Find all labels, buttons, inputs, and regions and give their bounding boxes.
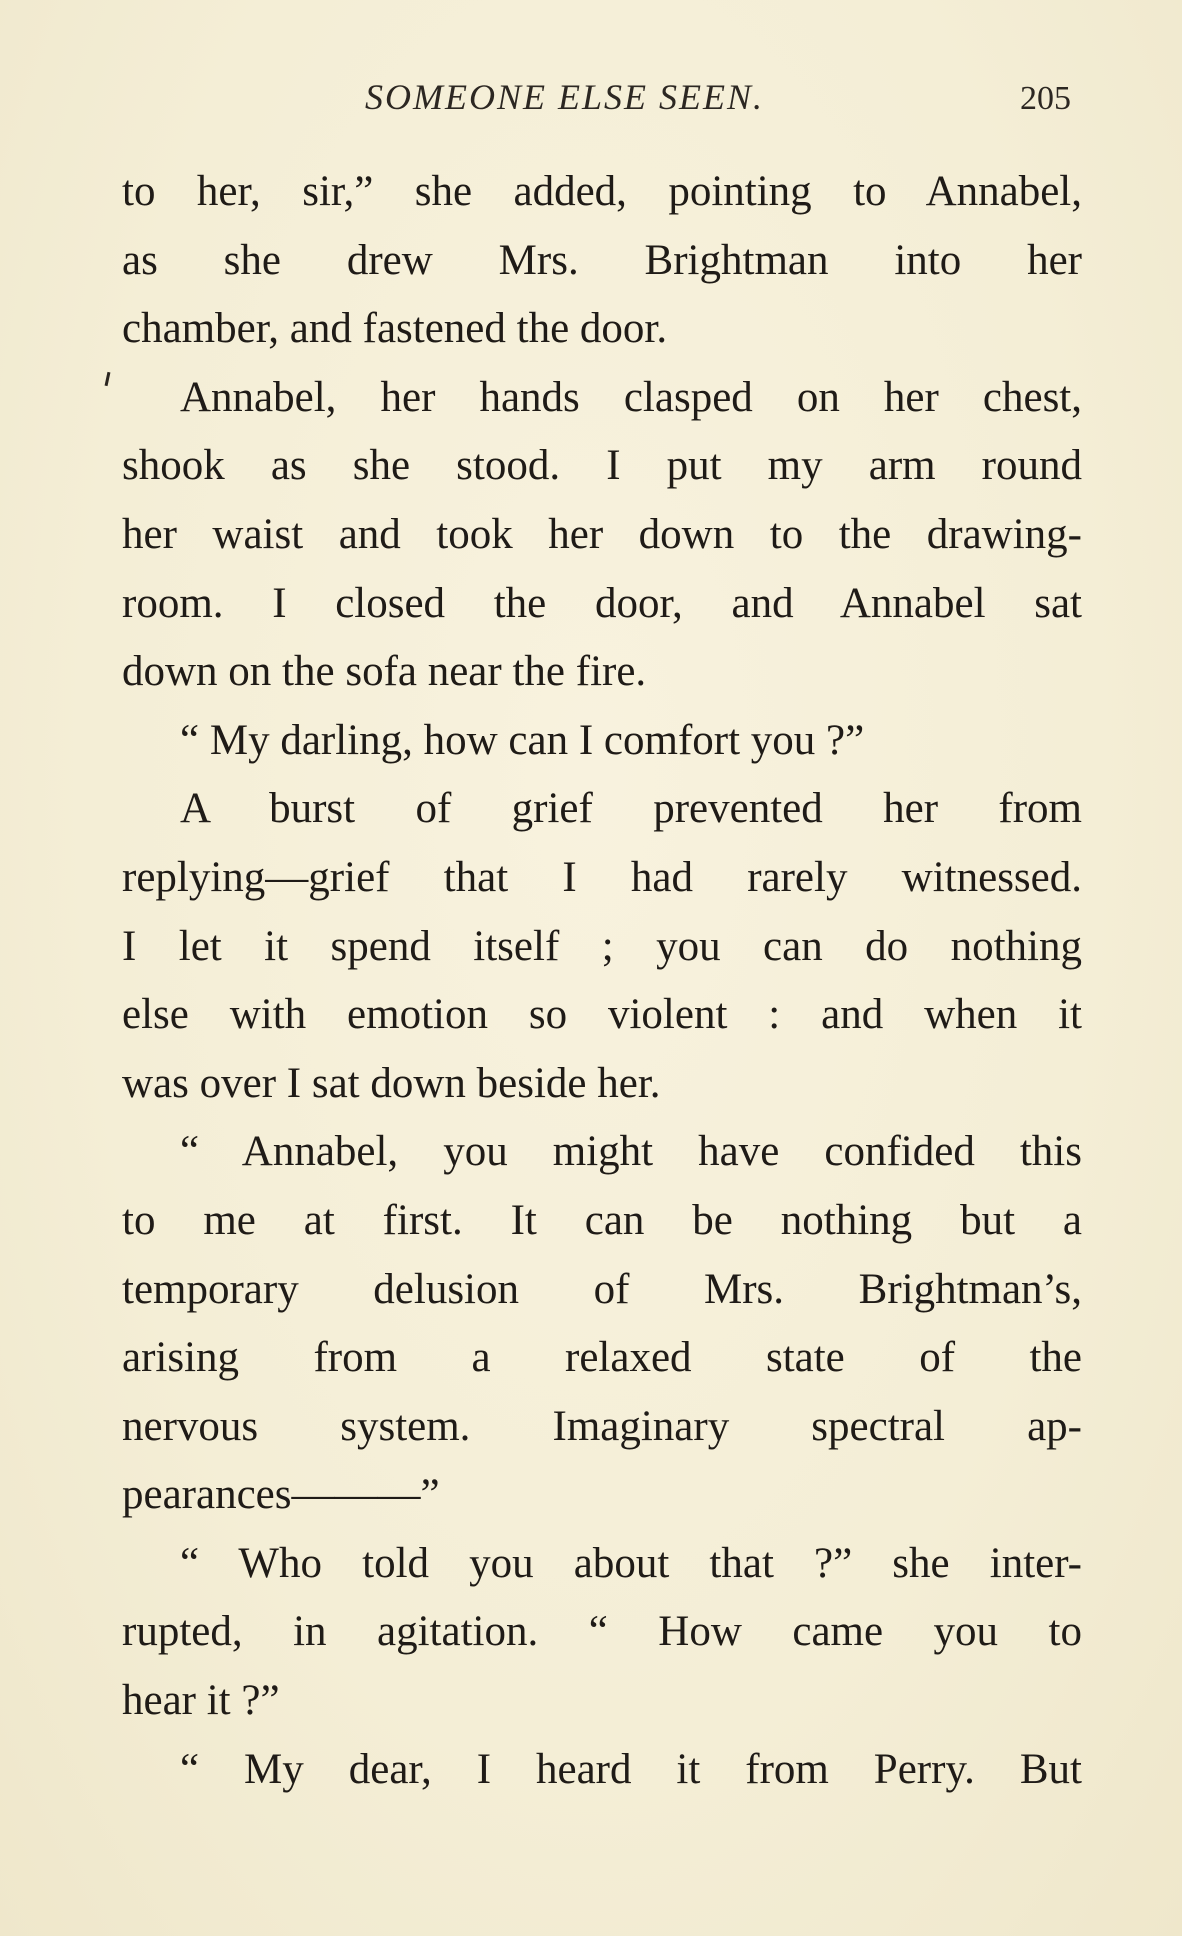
text-line: Annabel, her hands clasped on her chest, xyxy=(180,373,1082,421)
text-line: rupted, in agitation. “ How came you to xyxy=(122,1608,1082,1656)
running-head xyxy=(0,76,1182,126)
text-line: arising from a relaxed state of the xyxy=(122,1334,1082,1382)
text-line: hear it ?” xyxy=(122,1677,280,1725)
text-line: replying—grief that I had rarely witnessed. xyxy=(122,853,1082,901)
stray-ink-mark xyxy=(105,372,111,386)
text-line: pearances———” xyxy=(122,1471,440,1519)
text-line: “ My darling, how can I comfort you ?” xyxy=(180,716,865,764)
text-line: I let it spend itself ; you can do nothing xyxy=(122,922,1082,970)
text-line: was over I sat down beside her. xyxy=(122,1059,661,1107)
text-line: to me at first. It can be nothing but a xyxy=(122,1196,1082,1244)
text-line: chamber, and fastened the door. xyxy=(122,305,668,353)
text-line: as she drew Mrs. Brightman into her xyxy=(122,236,1082,284)
text-line: “ Annabel, you might have confided this xyxy=(180,1128,1082,1176)
running-title: SOMEONE ELSE SEEN. xyxy=(365,77,764,117)
text-line: down on the sofa near the fire. xyxy=(122,648,647,696)
page-number: 205 xyxy=(1020,80,1071,117)
text-line: shook as she stood. I put my arm round xyxy=(122,442,1082,490)
text-line: A burst of grief prevented her from xyxy=(180,785,1082,833)
text-line: “ Who told you about that ?” she inter- xyxy=(180,1539,1082,1587)
text-line: “ My dear, I heard it from Perry. But xyxy=(180,1745,1082,1793)
body-text xyxy=(122,158,1082,1804)
text-line: else with emotion so violent : and when it xyxy=(122,991,1082,1039)
text-line: temporary delusion of Mrs. Brightman’s, xyxy=(122,1265,1082,1313)
text-line: her waist and took her down to the drawing- xyxy=(122,510,1082,558)
text-line: to her, sir,” she added, pointing to Annabel, xyxy=(122,168,1082,215)
text-line: room. I closed the door, and Annabel sat xyxy=(122,579,1082,627)
text-line: nervous system. Imaginary spectral ap- xyxy=(122,1402,1082,1450)
